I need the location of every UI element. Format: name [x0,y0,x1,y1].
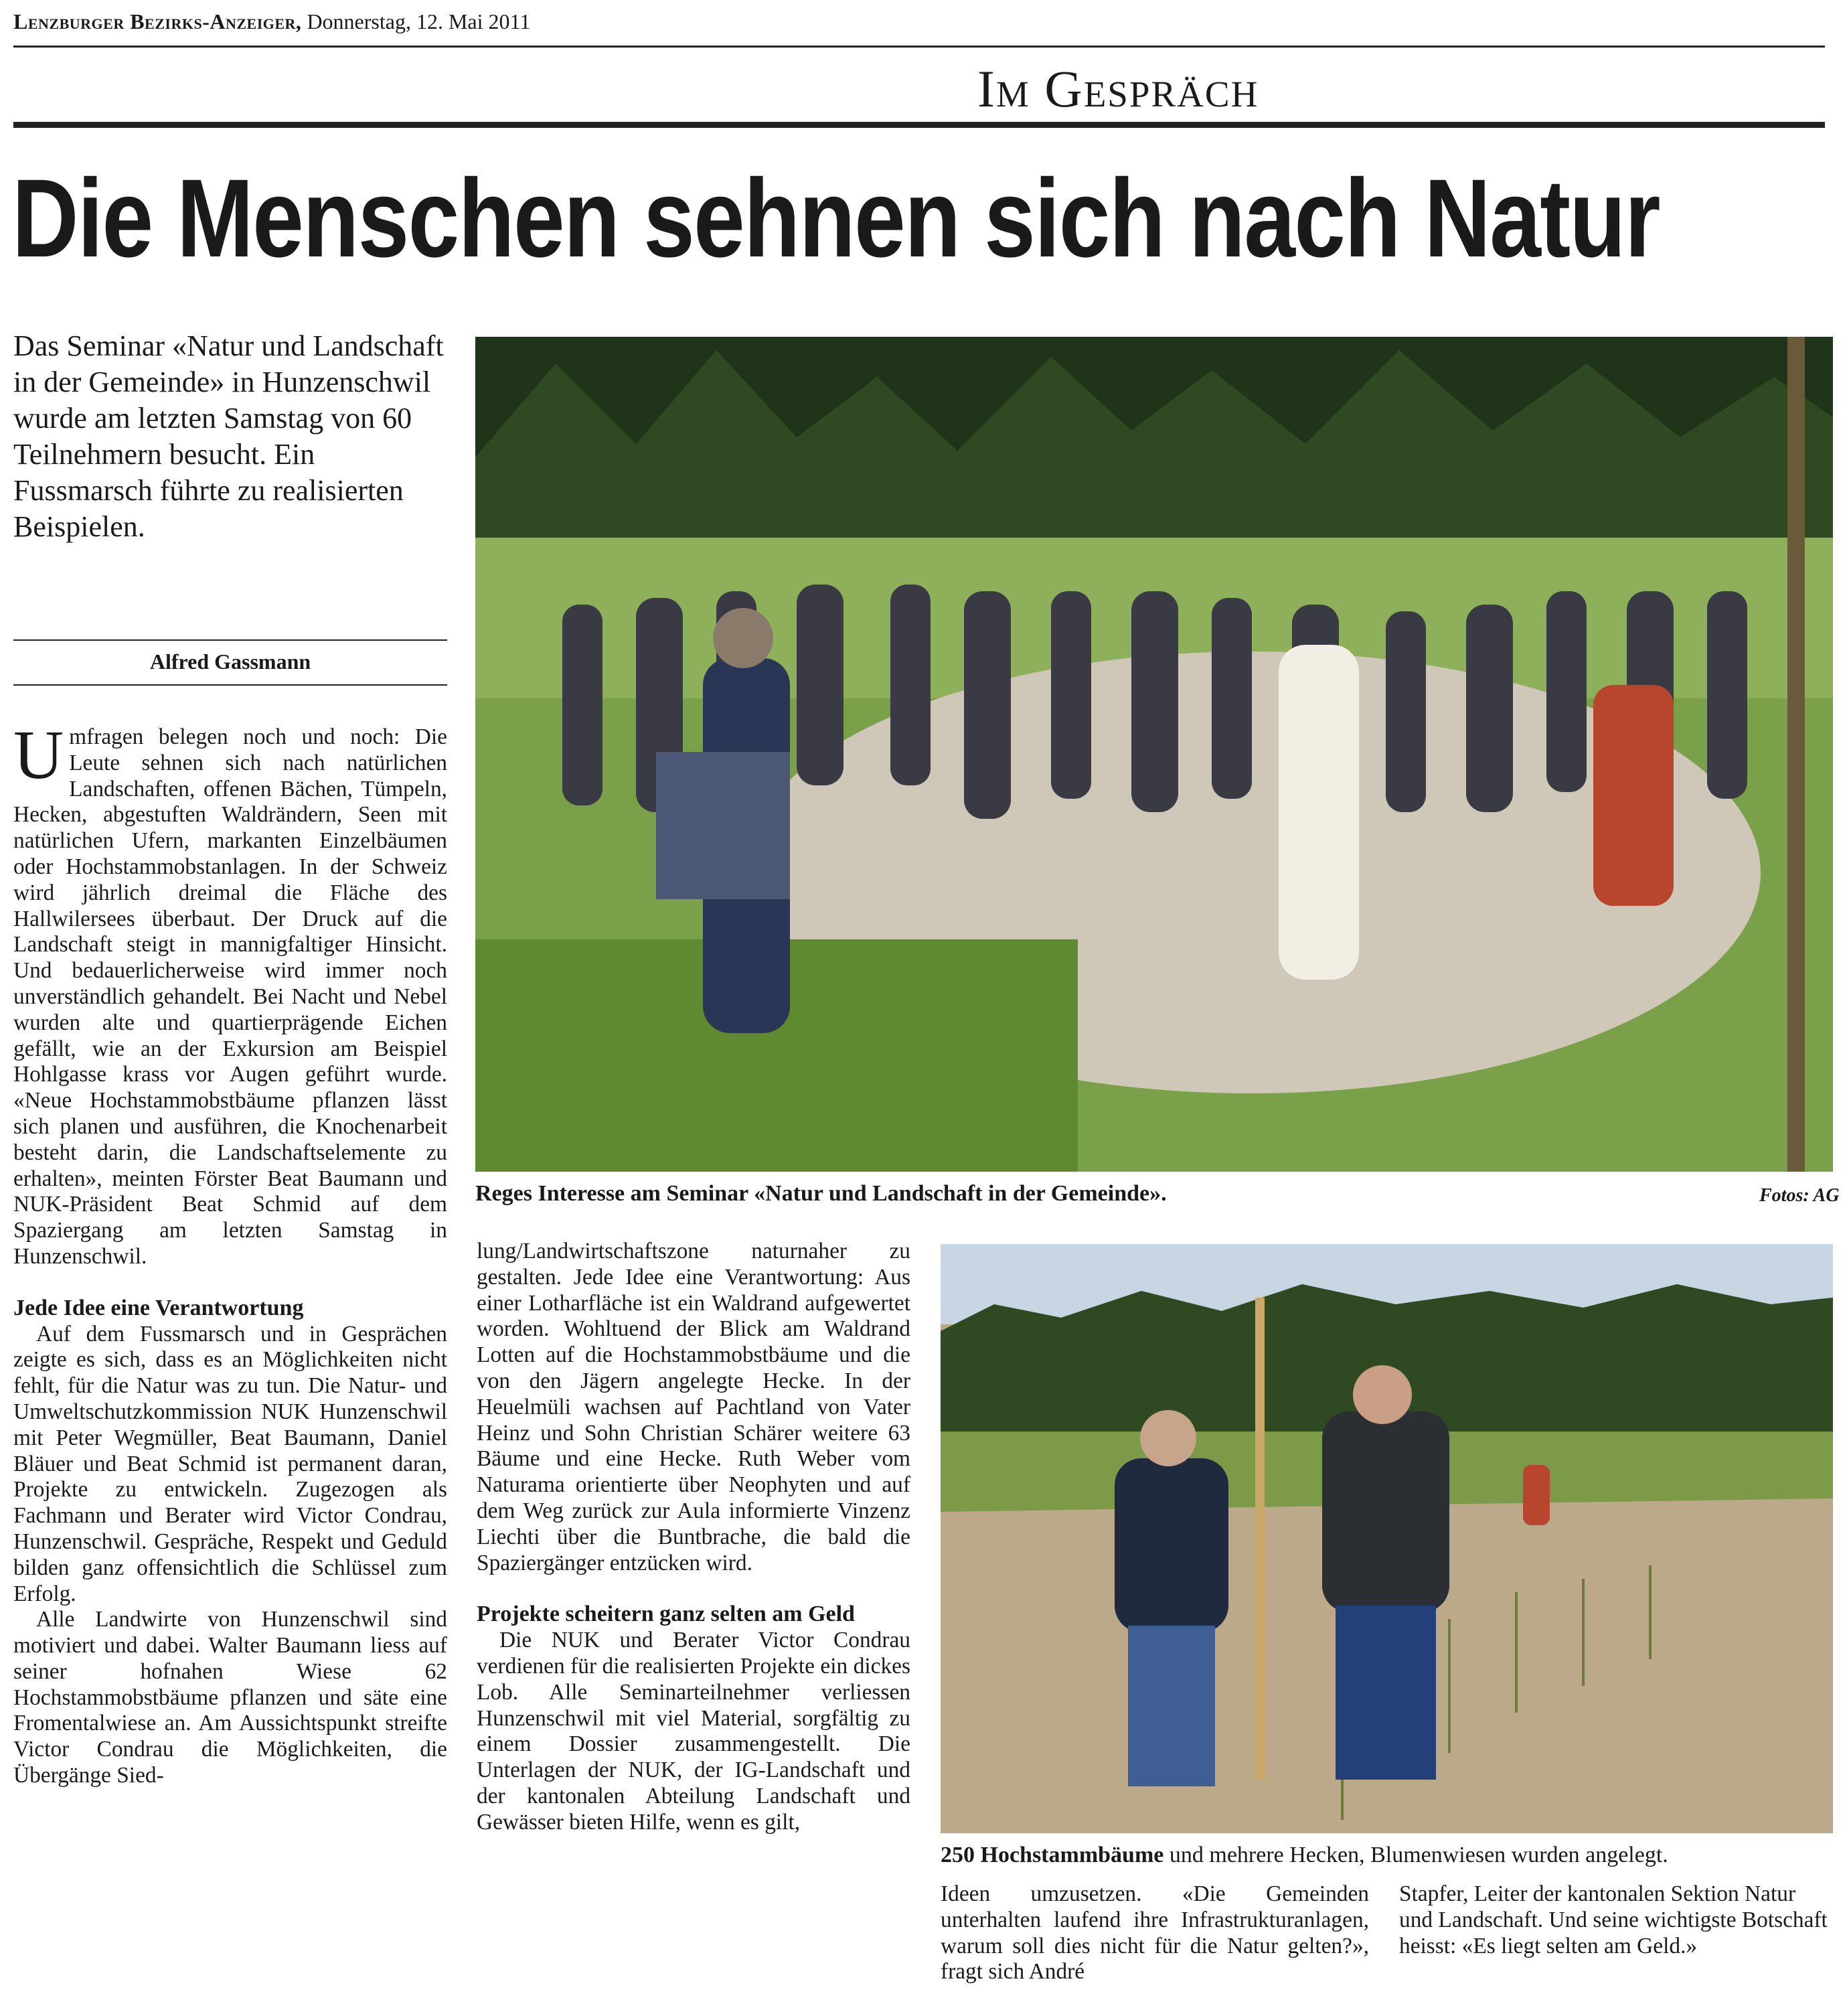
headline: Die Menschen sehnen sich nach Natur [12,157,1660,281]
body-paragraph-2: Auf dem Fussmarsch und in Gesprächen zeigte es sich, dass es an Möglichkeiten nicht fehlt, für die Natur was zu tun. Die Natur- und Umweltschutzkommission NUK Hunzenschwil mit Peter Wegmüller, Beat Baumann, Daniel Bläuer und Beat Schmid ist permanent daran, Projekte zu entwickeln. Zugezogen als Fachmann und Berater wird Victor Condrau, Hunzenschwil. Gespräche, Respekt und Geduld bilden ganz offensichtlich die Schlüssel zum Erfolg. [13,1321,447,1606]
lead-paragraph: Das Seminar «Natur und Landschaft in der Gemeinde» in Hunzenschwil wurde am letzten Samstag von 60 Teilnehmern besucht. Ein Fussmarsch führte zu realisierten Beispielen. [13,329,444,543]
subheading-verantwortung: Jede Idee eine Verantwortung [13,1295,304,1320]
newspaper-name: Lenzburger Bezirks-Anzeiger, [13,9,302,33]
article-column-4 [1399,1881,1833,1959]
article-column-2 [477,1239,910,1836]
photo-1-caption-text: Reges Interesse am Seminar «Natur und Landschaft in der Gemeinde». [475,1181,1167,1206]
body-paragraph-1: mfragen belegen noch und noch: Die Leute sehnen sich nach natürlichen Landschaften, offenen Bächen, Tümpeln, Hecken, abgestuften Waldrändern, Seen mit natürlichen Ufern, markanten Einzelbäumen oder Hochstammobstanlagen. In der Schweiz wird jährlich dreimal die Fläche des Hallwilersees überbaut. Der Druck auf die Landschaft steigt in mannigfaltiger Hinsicht. Und bedauerlicherweise wird immer noch unverständlich gehandelt. Bei Nacht und Nebel wurden alte und quartierprägende Eichen gefällt, wie an der Exkursion am Beispiel Hohlgasse krass vor Augen geführt wurde. «Neue Hochstammobstbäume pflanzen lässt sich planen und ausführen, die Knochenarbeit besteht darin, die Landschaftselemente zu erhalten», meinten Förster Beat Baumann und NUK-Präsident Beat Schmid auf dem Spaziergang am letzten Samstag in Hunzenschwil. [13,724,447,1269]
body-paragraph-5: Die NUK und Berater Victor Condrau verdienen für die realisierten Projekte ein dickes Lob. Alle Seminarteilnehmer verliessen Hunzenschwil mit viel Material, sorgfältig zu einem Dossier zusammengestellt. Die Unterlagen der NUK, der IG-Landschaft und der kantonalen Abteilung Landschaft und Gewässer bieten Hilfe, wenn es gilt, [477,1628,910,1835]
article-column-3 [941,1881,1369,1985]
drop-cap: U [13,716,64,793]
masthead [13,9,530,34]
photo-1-caption [475,1181,1167,1207]
body-paragraph-3: Alle Landwirte von Hunzenschwil sind motiviert und dabei. Walter Baumann liess auf seiner hofnahen Wiese 62 Hochstammobstbäume pflanzen und säte eine Fromentalwiese an. Am Aussichtspunkt streifte Victor Condrau die Möglichkeiten, die Übergänge Sied- [13,1607,447,1788]
body-paragraph-7: Stapfer, Leiter der kantonalen Sektion Natur und Landschaft. Und seine wichtigste Botschaft heisst: «Es liegt selten am Geld.» [1399,1881,1828,1958]
issue-date: Donnerstag, 12. Mai 2011 [307,9,531,33]
article-column-1 [13,716,447,1789]
section-rule [13,122,1825,128]
subheading-geld: Projekte scheitern ganz selten am Geld [477,1602,855,1627]
photo-2-caption-rest: und mehrere Hecken, Blumenwiesen wurden angelegt. [1163,1843,1668,1867]
byline: Alfred Gassmann [149,649,311,674]
photo-seminar-group [475,337,1833,1172]
author-rule-top [13,639,447,641]
photo-2-caption [941,1843,1668,1868]
body-paragraph-4: lung/Landwirtschaftszone naturnaher zu gestalten. Jede Idee eine Verantwortung: Aus einer Lotharfläche ist ein Waldrand aufgewertet worden. Wohltuend der Blick am Waldrand Lotten auf die Hochstammobstbäume und die von den Jägern angelegte Hecke. In der Heuelmüli wachsen auf Pachtland von Vater Heinz und Sohn Christian Schärer weitere 63 Bäume und eine Hecke. Ruth Weber vom Naturama orientierte über Neophyten und auf dem Weg zurück zur Aula informierte Vinzenz Liechti über die Buntbrache, die bald die Spaziergänger entzücken wird. [477,1239,910,1575]
photo-tree-planting [941,1244,1833,1833]
section-title: Im Gespräch [977,60,1259,118]
masthead-rule [13,46,1825,48]
body-paragraph-6: Ideen umzusetzen. «Die Gemeinden unterhalten laufend ihre Infrastrukturanlagen, warum soll dies nicht für die Natur gelten?», fragt sich André [941,1881,1369,1985]
author-rule-bottom [13,684,447,686]
photo-credit: Fotos: AG [1759,1185,1840,1206]
photo-2-caption-bold: 250 Hochstammbäume [941,1843,1164,1867]
